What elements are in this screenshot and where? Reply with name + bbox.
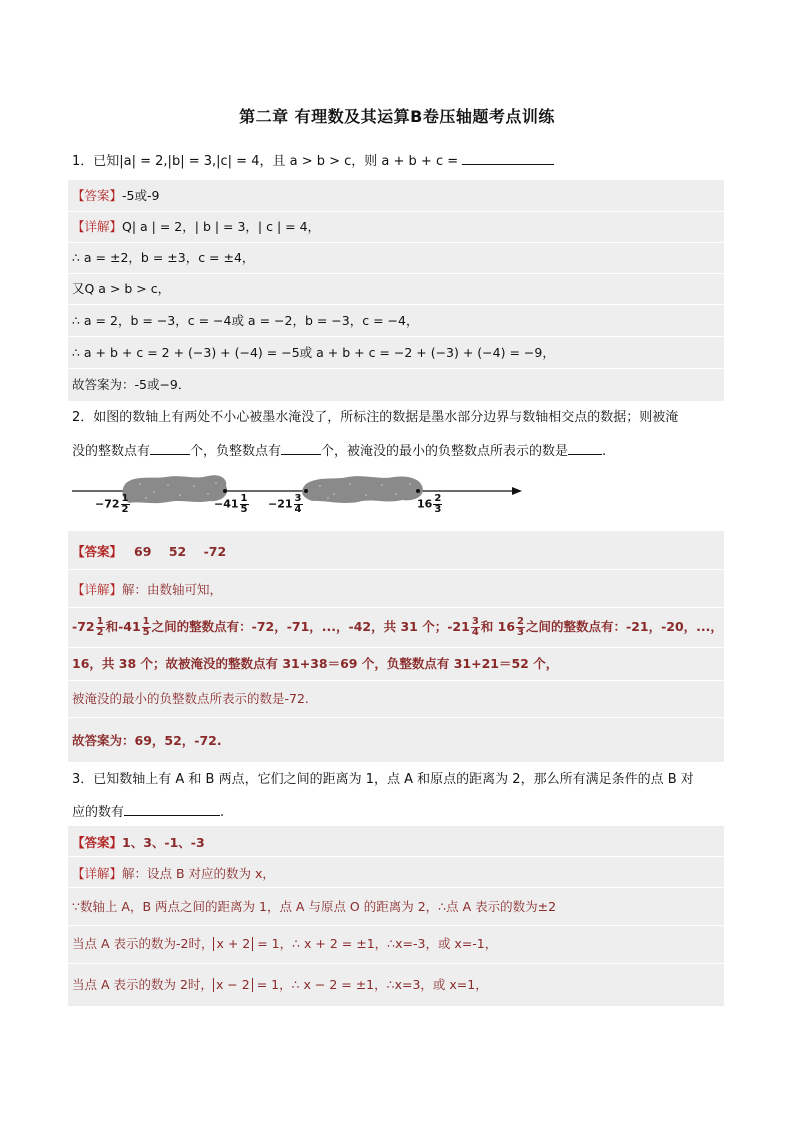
- detail-label: 【详解】: [72, 866, 123, 881]
- fraction-denominator: 2: [96, 627, 104, 638]
- q2-blank-2: [281, 440, 321, 455]
- divider: [68, 887, 724, 888]
- q3-detail-line: 解：设点 B 对应的数为 x，: [122, 866, 275, 881]
- divider: [68, 856, 724, 857]
- axis-label-whole: −41: [214, 497, 239, 511]
- q2-blank-3: [568, 440, 602, 455]
- abs-expression: x − 2: [213, 978, 253, 992]
- q1-detail-line: Q| a | = 2，| b | = 3，| c | = 4，: [122, 219, 321, 234]
- fraction-denominator: 2: [121, 504, 129, 515]
- detail-text: 之间的整数点有：-72，-71，...，-42，共 31 个；-21: [151, 619, 470, 634]
- axis-arrow-icon: [512, 487, 522, 495]
- axis-label-fraction: [240, 494, 249, 515]
- q1-detail-line: ∴ a = 2，b = −3，c = −4或 a = −2，b = −3，c = −4，: [72, 313, 419, 328]
- axis-label-whole: −21: [268, 497, 293, 511]
- detail-text: = 1，∴ x − 2 = ±1，∴x=3，或 x=1，: [252, 977, 488, 992]
- axis-label-2: [214, 494, 250, 515]
- divider: [68, 368, 724, 369]
- axis-label-fraction: [121, 494, 130, 515]
- divider: [68, 963, 724, 964]
- ink-blot-right: [302, 476, 423, 503]
- q1-stem-text: 1．已知|a| = 2,|b| = 3,|c| = 4，且 a > b > c，则 a + b + c =: [72, 154, 463, 169]
- answer-label: 【答案】: [72, 544, 123, 559]
- q2-stem-line2: [72, 440, 606, 462]
- fraction-numerator: 2: [517, 616, 524, 627]
- fraction-numerator: 2: [434, 493, 442, 504]
- axis-label-1: [95, 494, 131, 515]
- q1-detail-line: 又Q a > b > c，: [72, 281, 171, 296]
- answer-label: 【答案】: [72, 188, 123, 203]
- q2-detail-line3: 16，共 38 个；故被淹没的整数点有 31+38＝69 个，负整数点有 31+21＝52 个，: [72, 656, 559, 671]
- q3-stem-line1: 3．已知数轴上有 A 和 B 两点，它们之间的距离为 1，点 A 和原点的距离为 2，那么所有满足条件的点 B 对: [72, 772, 694, 787]
- q2-detail-intro: 解：由数轴可知，: [122, 582, 223, 597]
- q1-answer-blank: [462, 150, 554, 165]
- fraction-denominator: 4: [471, 627, 479, 638]
- fraction-denominator: 3: [517, 627, 524, 638]
- axis-point: [304, 489, 308, 493]
- axis-label-whole: −72: [95, 497, 120, 511]
- q1-detail-line: ∴ a = ±2，b = ±3，c = ±4，: [72, 250, 255, 265]
- fraction-numerator: 3: [471, 616, 479, 627]
- fraction-numerator: 1: [121, 493, 129, 504]
- q2-stem-part: 个，被淹没的最小的负整数点所表示的数是: [321, 444, 569, 459]
- divider: [68, 607, 724, 608]
- detail-text: 之间的整数点有：-21，-20，...，: [526, 619, 723, 634]
- q3-detail-line: ∵数轴上 A，B 两点之间的距离为 1，点 A 与原点 O 的距离为 2，∴点 A 表示的数为±2: [72, 899, 557, 914]
- fraction-numerator: 3: [294, 493, 302, 504]
- fraction-denominator: 3: [434, 504, 442, 515]
- q2-detail-row: [72, 580, 222, 600]
- q3-detail-line3: [72, 934, 497, 954]
- ink-blot-left: [123, 475, 228, 503]
- q3-answer-blank: [124, 801, 220, 816]
- q2-blank-1: [150, 440, 190, 455]
- divider: [68, 211, 724, 212]
- q1-answer: -5或-9: [122, 188, 160, 203]
- detail-label: 【详解】: [72, 219, 123, 234]
- fraction-numerator: 1: [96, 616, 104, 627]
- divider: [68, 242, 724, 243]
- axis-label-fraction: [294, 494, 303, 515]
- detail-text: 和 16: [480, 619, 516, 634]
- detail-text: 当点 A 表示的数为 2时，: [72, 977, 213, 992]
- detail-text: = 1，∴ x + 2 = ±1，∴x=-3，或 x=-1，: [253, 936, 498, 951]
- q1-detail-line: 故答案为：-5或−9．: [72, 377, 191, 392]
- page-title: 第二章 有理数及其运算B卷压轴题考点训练: [239, 107, 555, 126]
- divider: [68, 717, 724, 718]
- q1-detail-line: ∴ a + b + c = 2 + (−3) + (−4) = −5或 a + b + c = −2 + (−3) + (−4) = −9，: [72, 345, 555, 360]
- axis-point: [416, 489, 420, 493]
- fraction-denominator: 4: [294, 504, 302, 515]
- axis-point: [223, 489, 227, 493]
- abs-expression: x + 2: [213, 937, 253, 951]
- q2-detail-line2: [72, 617, 723, 638]
- fraction: [96, 617, 105, 638]
- q2-stem-line1: 2．如图的数轴上有两处不小心被墨水淹没了，所标注的数据是墨水部分边界与数轴相交点的数据；则被淹: [72, 410, 679, 425]
- detail-text: -72: [72, 619, 95, 634]
- divider: [68, 680, 724, 681]
- answer-label: 【答案】: [72, 835, 123, 850]
- fraction: [142, 617, 151, 638]
- q1-answer-row: [72, 186, 159, 206]
- axis-label-fraction: [433, 494, 442, 515]
- axis-label-4: [417, 494, 443, 515]
- axis-label-whole: 16: [417, 497, 433, 511]
- q1-stem: [72, 150, 554, 172]
- fraction: [516, 617, 525, 638]
- q3-stem-part: .: [220, 805, 225, 820]
- fraction: [471, 617, 480, 638]
- q3-stem-line2: [72, 801, 224, 823]
- q3-detail-row: [72, 864, 275, 884]
- divider: [68, 304, 724, 305]
- q1-detail-row: [72, 217, 320, 237]
- fraction-numerator: 1: [240, 493, 248, 504]
- detail-text: 和-41: [105, 619, 141, 634]
- q2-stem-part: 个，负整数点有: [190, 444, 282, 459]
- q3-answer-row: [72, 833, 205, 853]
- divider: [68, 569, 724, 570]
- q3-stem-part: 应的数有: [72, 805, 125, 820]
- detail-label: 【详解】: [72, 582, 123, 597]
- q2-detail-line4: 被淹没的最小的负整数点所表示的数是-72.: [72, 691, 309, 706]
- q3-detail-line4: [72, 975, 488, 995]
- detail-text: 当点 A 表示的数为-2时，: [72, 936, 214, 951]
- fraction-denominator: 5: [240, 504, 248, 515]
- q2-answer: 69 52 -72: [134, 544, 227, 559]
- q2-stem-part: 没的整数点有: [72, 444, 151, 459]
- divider: [68, 925, 724, 926]
- q2-stem-part: .: [602, 444, 607, 459]
- divider: [68, 336, 724, 337]
- divider: [68, 647, 724, 648]
- q2-detail-line5: 故答案为：69，52，-72.: [72, 733, 222, 748]
- fraction-numerator: 1: [142, 616, 150, 627]
- q3-answer: 1、3、-1、-3: [122, 835, 205, 850]
- q2-answer-row: [72, 542, 226, 562]
- axis-label-3: [268, 494, 304, 515]
- fraction-denominator: 5: [142, 627, 150, 638]
- divider: [68, 273, 724, 274]
